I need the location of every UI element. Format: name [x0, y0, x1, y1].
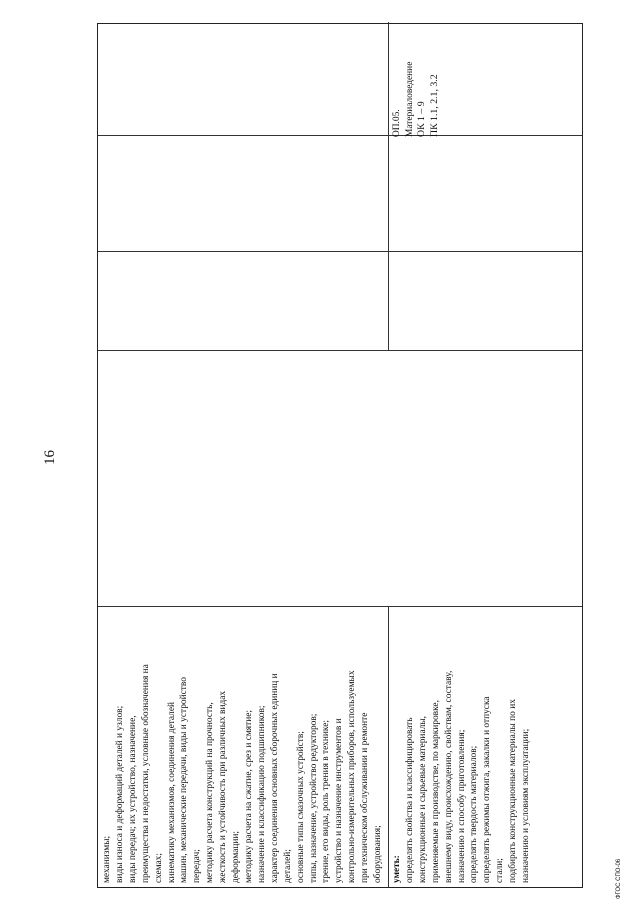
text-line: основные типы смазочных устройств;	[295, 731, 306, 883]
row-divider	[388, 607, 389, 887]
text-line: характер соединения основных сборочных единиц и	[269, 673, 280, 883]
discipline-name: Материаловедение	[404, 61, 415, 137]
text-line: определять твердость материалов;	[469, 745, 480, 883]
text-line: применяемые в производстве, по маркировке,	[430, 700, 441, 883]
text-line: методику расчета конструкций на прочность,	[205, 702, 216, 883]
competencies-pk: ПК 1.1, 2.1, 3.2	[428, 74, 440, 137]
text-line: трение, его виды, роль трения в технике;	[321, 720, 332, 883]
text-line: виды передач; их устройство, назначение,	[127, 715, 138, 883]
text-line: устройство и назначение инструментов и	[334, 718, 345, 883]
text-line: контрольно-измерительных приборов, используемых	[347, 670, 358, 883]
text-line: назначение и классификацию подшипников;	[256, 705, 267, 883]
text-line: механизмы;	[102, 835, 112, 883]
text-line: схемах;	[153, 853, 164, 883]
text-line: деформации;	[231, 830, 242, 883]
column-divider	[98, 606, 582, 607]
text-line: методику расчета на сжатие, срез и смятие;	[243, 710, 254, 883]
competencies-ok: ОК 1 – 9	[416, 101, 427, 137]
text-line: конструкционные и сырьевые материалы,	[417, 715, 428, 883]
text-line: виды износа и деформаций деталей и узлов;	[114, 705, 125, 883]
row-divider	[388, 22, 389, 351]
text-line: оборудования;	[373, 825, 384, 883]
column-divider	[98, 135, 582, 136]
text-line: деталей;	[282, 849, 293, 883]
text-line: передач;	[192, 849, 203, 883]
discipline-code: ОП.05.	[392, 109, 402, 137]
footer-code: ФГОС СПО-06	[616, 858, 622, 899]
text-line: преимущества и недостатки, условные обозначения на	[140, 664, 151, 883]
competency-table	[97, 23, 583, 888]
text-line: жесткость и устойчивость при различных видах	[218, 690, 229, 883]
column-divider	[98, 350, 582, 351]
knowledge-cell	[101, 664, 385, 883]
text-line: определять свойства и классифицировать	[404, 717, 415, 883]
text-line: стали;	[495, 858, 506, 883]
text-line: назначению и условиям эксплуатации;	[521, 728, 532, 883]
discipline-cell	[391, 25, 417, 137]
column-divider	[98, 251, 582, 252]
skills-heading: уметь:	[392, 855, 402, 883]
text-line: назначению и способу приготовления;	[456, 729, 467, 883]
skills-cell	[391, 671, 533, 883]
competencies-cell	[416, 25, 442, 137]
text-line: кинематику механизмов, соединения деталей	[166, 701, 177, 883]
text-line: машин, механические передачи, виды и устройство	[179, 677, 190, 883]
text-line: определять режимы отжига, закалки и отпуска	[482, 696, 493, 883]
text-line: при техническом обслуживании и ремонте	[360, 712, 371, 883]
text-line: внешнему виду, происхождению, свойствам, составу,	[443, 670, 454, 883]
text-line: подбирать конструкционные материалы по их	[508, 699, 519, 883]
page-number: 16	[42, 450, 58, 465]
text-line: типы, назначение, устройство редукторов;	[308, 713, 319, 883]
